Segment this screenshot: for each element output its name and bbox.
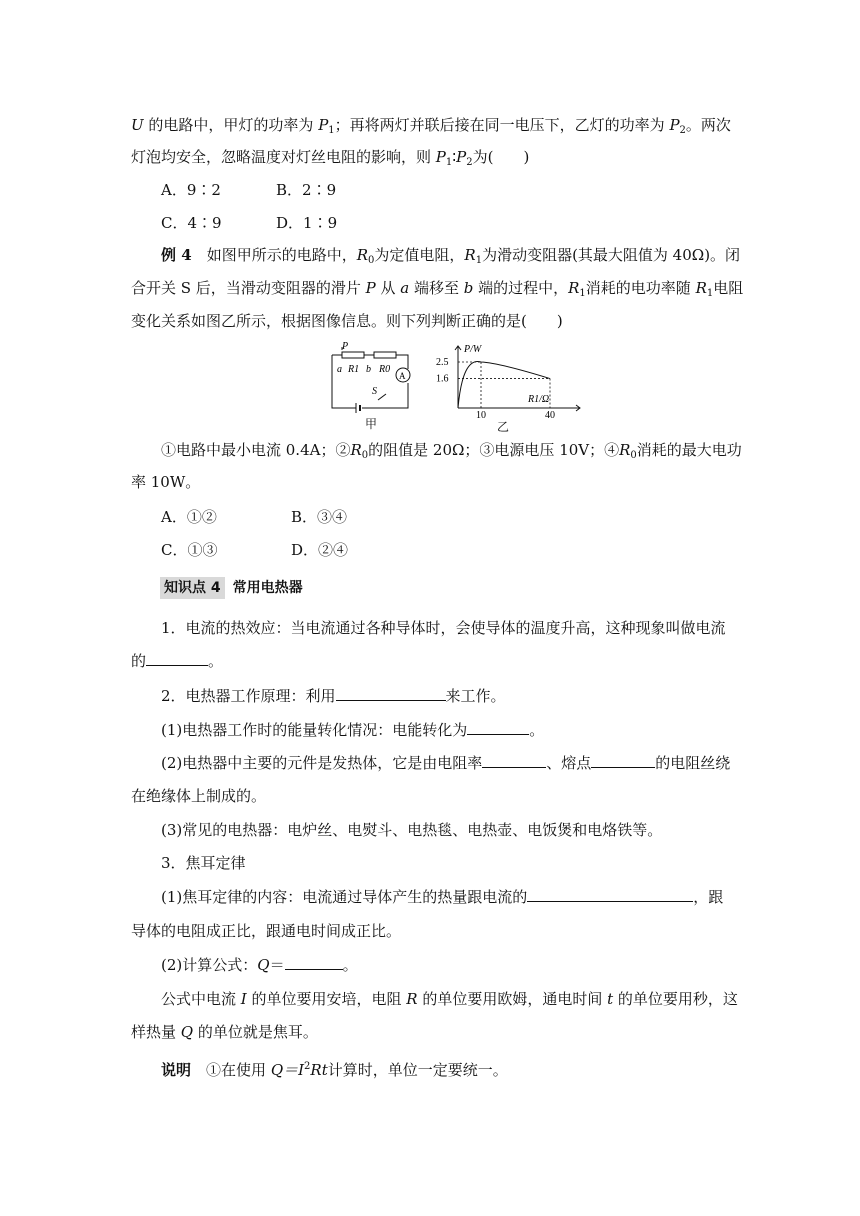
blank-7[interactable] bbox=[285, 955, 343, 970]
fig-right-label: 乙 bbox=[497, 420, 510, 434]
graph-xlabel: R1/Ω bbox=[528, 394, 550, 405]
p2: 2．电热器工作原理：利用 来工作。 bbox=[161, 687, 506, 705]
circuit-label-r1: R1 bbox=[348, 364, 360, 375]
graph-ylabel: P/W bbox=[464, 344, 482, 355]
p9: 公式中电流 I 的单位要用安培，电阻 R 的单位要用欧姆，通电时间 t 的单位要用秒，这 bbox=[161, 990, 738, 1008]
ex4-line-2: 合开关 S 后，当滑动变阻器的滑片 P 从 a 端移至 b 端的过程中，$R_1$消耗的电功率随 $R_1$电阻 bbox=[131, 279, 744, 299]
p5: (3)常见的电热器：电炉丝、电熨斗、电热毯、电热壶、电饭煲和电烙铁等。 bbox=[161, 821, 663, 839]
p8: (2)计算公式：Q＝ 。 bbox=[161, 956, 358, 974]
blank-5[interactable] bbox=[591, 753, 655, 768]
power-resistance-graph bbox=[430, 340, 590, 430]
p6: 3．焦耳定律 bbox=[161, 854, 246, 872]
ex4-option-b: B．③④ bbox=[291, 508, 348, 526]
q3-option-a: A．9∶2 bbox=[161, 181, 221, 199]
p1-line-1: 1．电流的热效应：当电流通过各种导体时，会使导体的温度升高，这种现象叫做电流 bbox=[161, 619, 726, 637]
p4-line-1: (2)电热器中主要的元件是发热体，它是由电阻率 、熔点 的电阻丝绕 bbox=[161, 754, 731, 772]
section-tag: 知识点 4 bbox=[160, 577, 225, 599]
ex4-statements-1: ①电路中最小电流 0.4A；$②R_0$的阻值是 20Ω；③电源电压 10V；$④R_0$消耗的最大电功 bbox=[161, 441, 742, 461]
section-heading bbox=[160, 577, 303, 599]
circuit-label-p: P bbox=[342, 341, 349, 352]
ammeter-label: A bbox=[399, 371, 406, 381]
section-title: 常用电热器 bbox=[232, 580, 303, 596]
q3-line-2: 灯泡均安全，忽略温度对灯丝电阻的影响，则 $P_1∶P_2$为( ) bbox=[131, 148, 530, 168]
graph-ytick-2-5: 2.5 bbox=[436, 357, 449, 368]
ex4-option-c: C．①③ bbox=[161, 541, 218, 559]
circuit-label-r0: R0 bbox=[379, 364, 391, 375]
p7-line-1: (1)焦耳定律的内容：电流通过导体产生的热量跟电流的 ，跟 bbox=[161, 888, 724, 906]
switch-label: S bbox=[372, 386, 377, 397]
circuit-label-b: b bbox=[366, 364, 371, 375]
blank-3[interactable] bbox=[467, 720, 529, 735]
p1-line-2: 的 。 bbox=[131, 652, 224, 670]
q3-option-c: C．4∶9 bbox=[161, 214, 222, 232]
graph-ytick-1-6: 1.6 bbox=[436, 373, 449, 385]
fig-left-label: 甲 bbox=[365, 417, 378, 431]
q3-line-1: U 的电路中，甲灯的功率为 $P_1$；再将两灯并联后接在同一电压下，乙灯的功率为 $P_2$。两次 bbox=[131, 116, 731, 136]
ex4-line-1: 例 4 如图甲所示的电路中，$R_0$为定值电阻，$R_1$为滑动变阻器(其最大阻值为 40Ω)。闭 bbox=[161, 246, 741, 266]
note: 说明 ①在使用 $Q=I^2Rt$计算时，单位一定要统一。 bbox=[161, 1061, 508, 1079]
graph-xtick-40: 40 bbox=[545, 410, 555, 421]
ex4-line-3: 变化关系如图乙所示，根据图像信息。则下列判断正确的是( ) bbox=[131, 312, 563, 330]
q3-option-d: D．1∶9 bbox=[276, 214, 338, 232]
q3-option-b: B．2∶9 bbox=[276, 181, 337, 199]
p3: (1)电热器工作时的能量转化情况：电能转化为 。 bbox=[161, 721, 545, 739]
blank-2[interactable] bbox=[336, 686, 446, 701]
p10: 样热量 Q 的单位就是焦耳。 bbox=[131, 1023, 318, 1041]
graph-xtick-10: 10 bbox=[476, 410, 486, 421]
ex4-statements-2: 率 10W。 bbox=[131, 473, 201, 491]
ex4-option-d: D．②④ bbox=[291, 541, 349, 559]
blank-4[interactable] bbox=[482, 753, 546, 768]
p7-line-2: 导体的电阻成正比，跟通电时间成正比。 bbox=[131, 922, 402, 940]
circuit-label-a: a bbox=[337, 364, 342, 375]
blank-1[interactable] bbox=[146, 651, 208, 666]
ex4-option-a: A．①② bbox=[161, 508, 217, 526]
blank-6[interactable] bbox=[527, 887, 693, 902]
p4-line-2: 在绝缘体上制成的。 bbox=[131, 787, 267, 805]
